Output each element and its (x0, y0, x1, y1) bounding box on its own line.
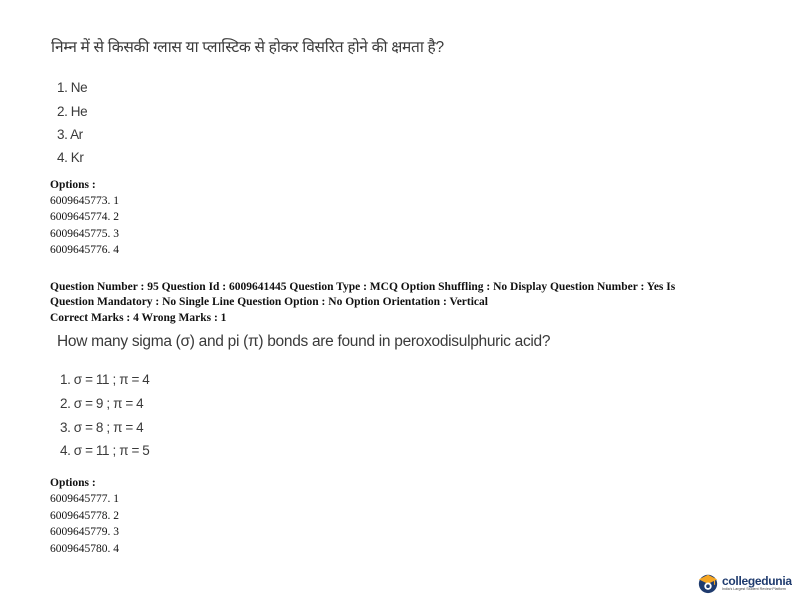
option-id-2: 6009645774. 2 (50, 211, 119, 223)
logo-name: collegedunia (722, 573, 792, 588)
logo-tagline: India's Largest Student Review Platform (722, 586, 786, 591)
answer-choice-3: 3. Ar (57, 127, 83, 142)
option-id-1: 6009645777. 1 (50, 493, 119, 505)
answer-choice-4: 4. Kr (57, 150, 84, 165)
collegedunia-logo (697, 572, 792, 594)
option-id-1: 6009645773. 1 (50, 195, 119, 207)
answer-choice-4: 4. σ = 11 ; π = 5 (60, 443, 150, 458)
option-id-3: 6009645775. 3 (50, 228, 119, 240)
answer-choice-3: 3. σ = 8 ; π = 4 (60, 420, 144, 435)
graduation-cap-logo-icon (697, 572, 719, 594)
answer-choice-2: 2. σ = 9 ; π = 4 (60, 396, 144, 411)
option-id-2: 6009645778. 2 (50, 510, 119, 522)
option-id-4: 6009645776. 4 (50, 244, 119, 256)
question-meta-line-1: Question Number : 95 Question Id : 6009641445 Question Type : MCQ Option Shuffling : No Display Question Number : Yes Is (50, 281, 676, 293)
marks-line: Correct Marks : 4 Wrong Marks : 1 (50, 312, 227, 324)
answer-choice-1: 1. Ne (57, 80, 88, 95)
option-id-3: 6009645779. 3 (50, 526, 119, 538)
answer-choice-1: 1. σ = 11 ; π = 4 (60, 372, 150, 387)
options-label: Options : (50, 179, 96, 191)
option-id-4: 6009645780. 4 (50, 543, 119, 555)
question-text: How many sigma (σ) and pi (π) bonds are found in peroxodisulphuric acid? (57, 333, 551, 350)
answer-choice-2: 2. He (57, 104, 88, 119)
question-text: निम्न में से किसकी ग्लास या प्लास्टिक से होकर विसरित होने की क्षमता है? (51, 39, 444, 56)
question-meta-line-2: Question Mandatory : No Single Line Question Option : No Option Orientation : Vertical (50, 296, 488, 308)
options-label: Options : (50, 477, 96, 489)
